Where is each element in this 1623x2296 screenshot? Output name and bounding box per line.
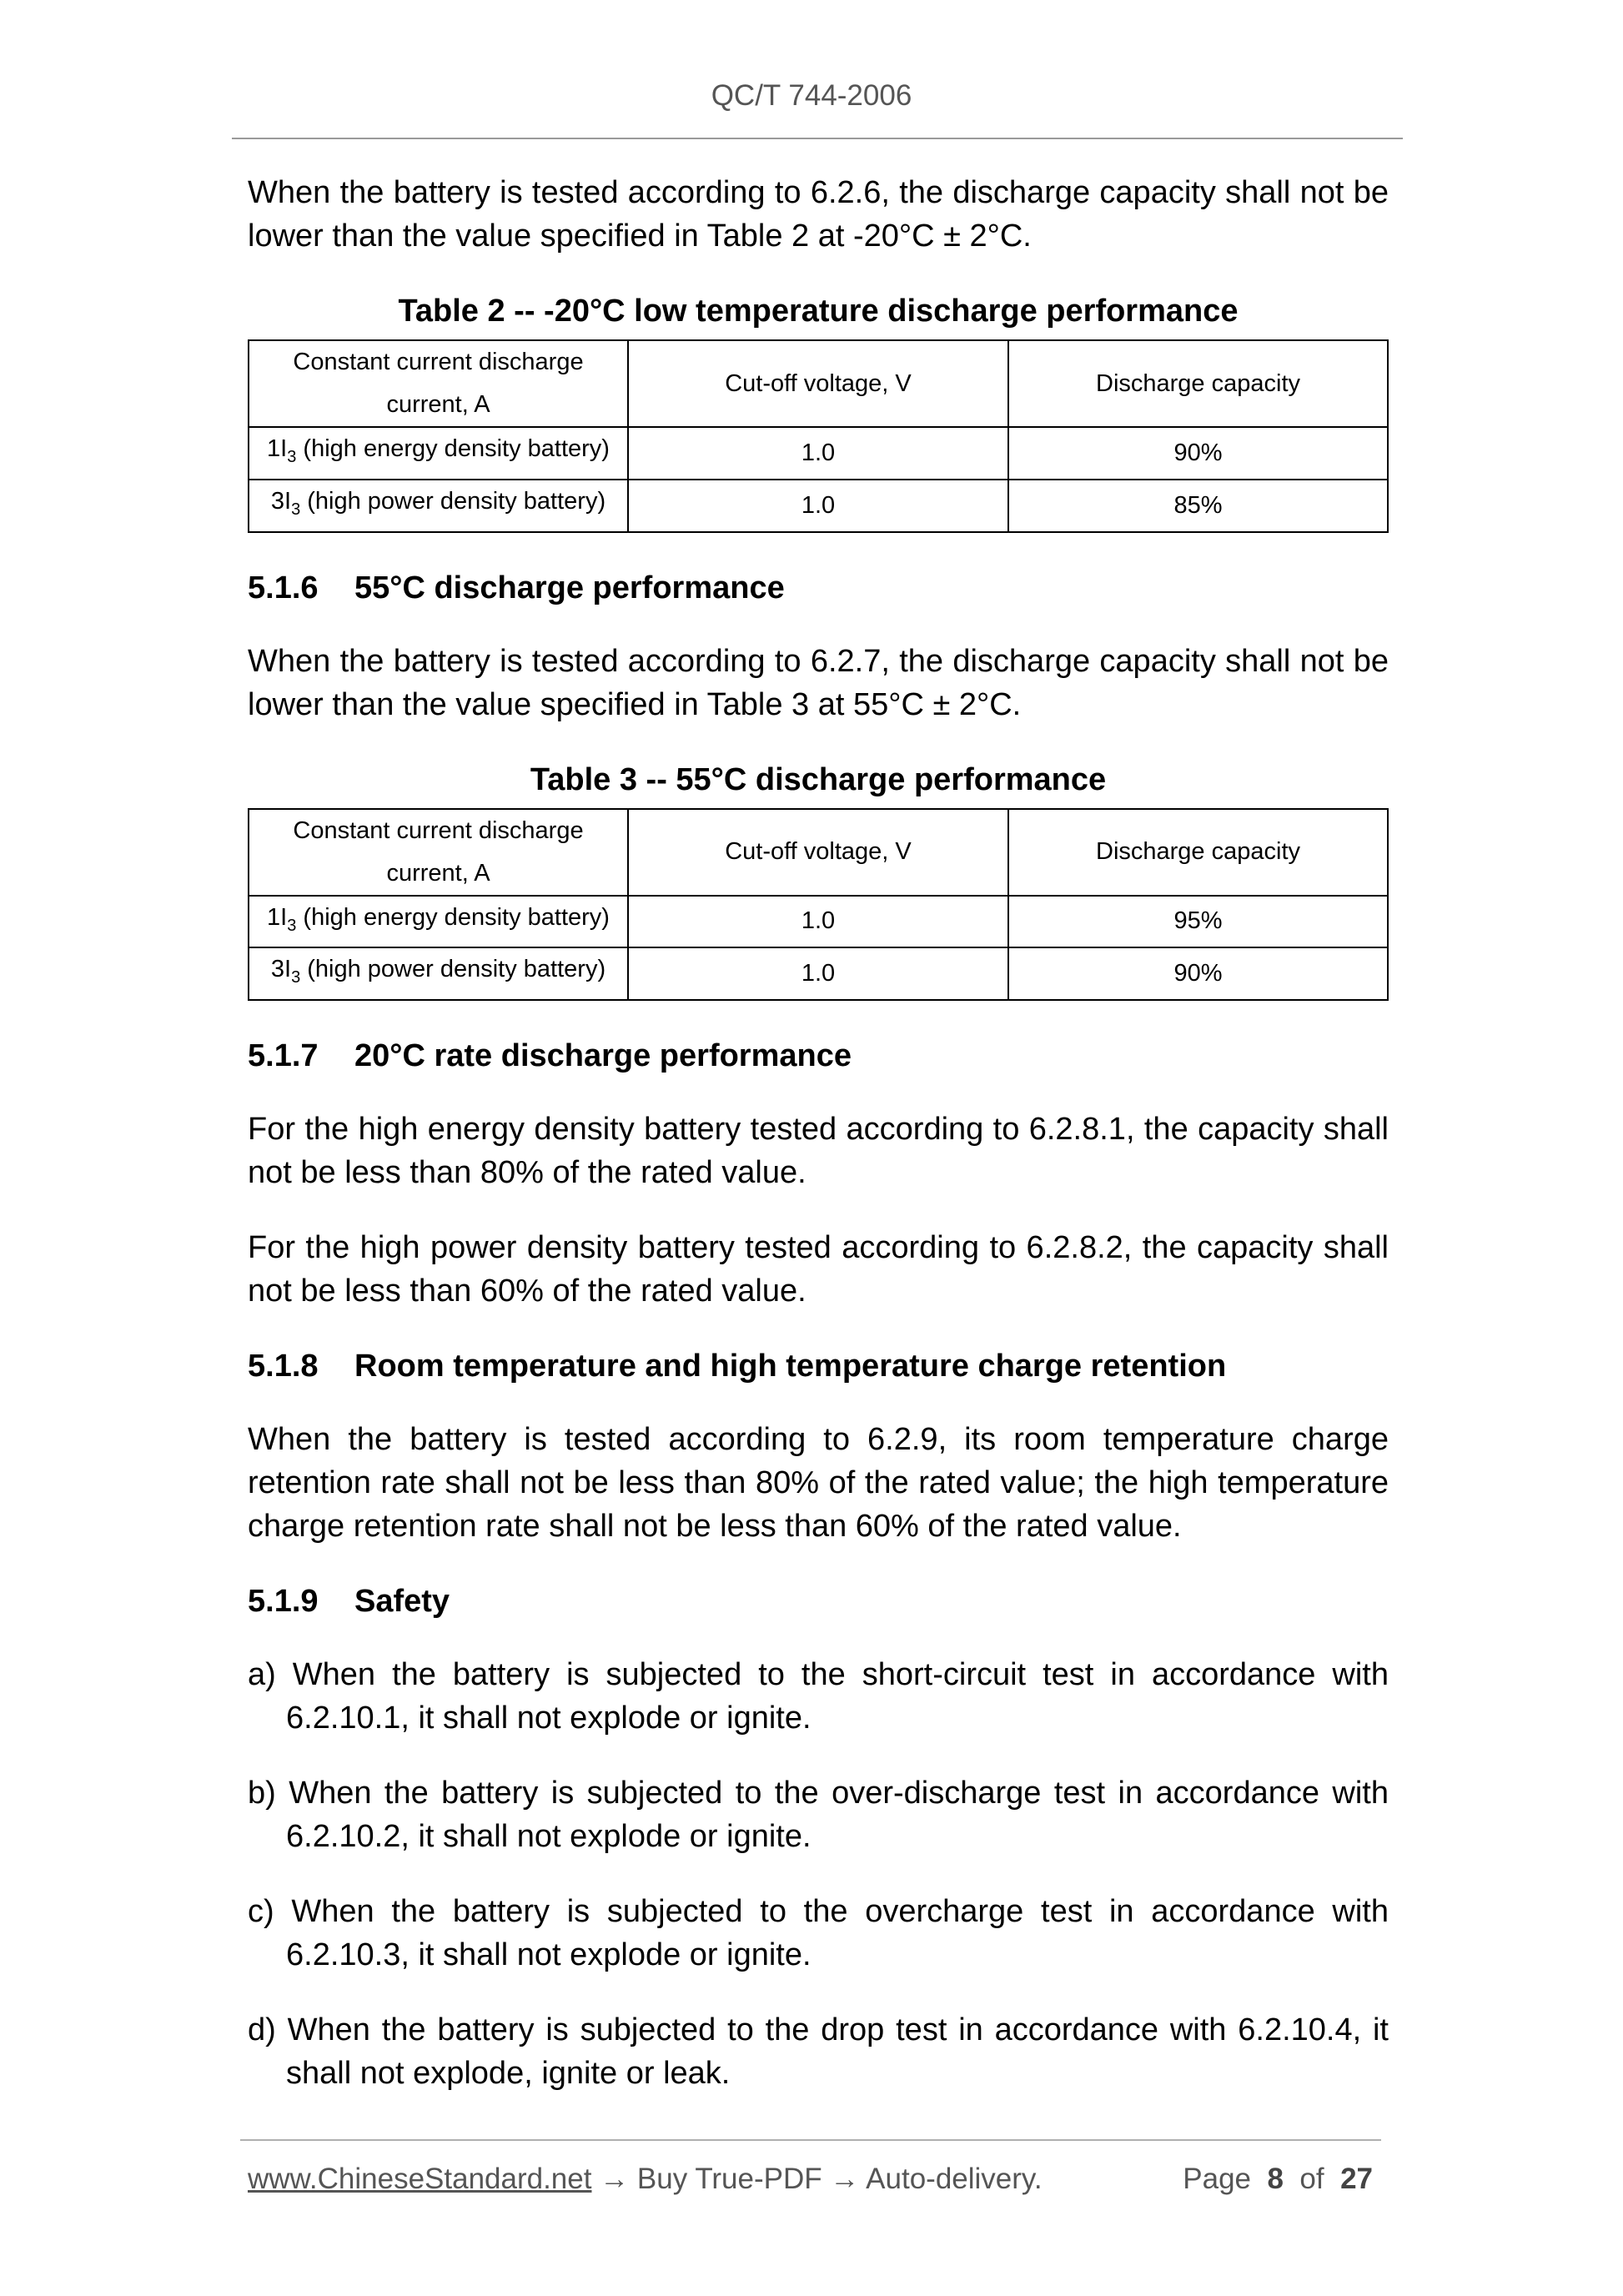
section-heading-5-1-8: 5.1.8 Room temperature and high temperature charge retention (248, 1349, 1227, 1384)
table-row (249, 896, 1388, 948)
paragraph-table2-intro: When the battery is tested according to 6.2.6, the discharge capacity shall not be lower than the value specified in Table 2 at -20°C ± 2°C. (248, 175, 1389, 254)
table-row (249, 480, 1388, 532)
page-content (248, 171, 1389, 2127)
footer-divider (240, 2139, 1381, 2141)
table-cell-current: $1I_3$ (high energy density battery) (249, 896, 628, 948)
table-cell-voltage: 1.0 (628, 480, 1008, 532)
paragraph-high-power-capacity: For the high power density battery tested according to 6.2.8.2, the capacity shall not be less than 60% of the rated value. (248, 1230, 1389, 1309)
table-cell-capacity: 95% (1008, 896, 1388, 948)
section-heading-5-1-9: 5.1.9 Safety (248, 1584, 450, 1620)
paragraph-table3-intro: When the battery is tested according to 6.2.7, the discharge capacity shall not be lower than the value specified in Table 3 at 55°C ± 2°C. (248, 643, 1389, 722)
table3-header-current: Constant current discharge current, A (249, 809, 628, 896)
paragraph-charge-retention: When the battery is tested according to 6.2.9, its room temperature charge retention rate shall not be less than 80% of the rated value; the high temperature charge retention rate shall not be less than 60% of the rated value. (248, 1422, 1389, 1545)
table2-title: Table 2 -- -20°C low temperature discharge performance (398, 294, 1239, 329)
table-cell-voltage: 1.0 (628, 947, 1008, 1000)
table-cell-current: $3I_3$ (high power density battery) (249, 947, 628, 1000)
paragraph-high-energy-capacity: For the high energy density battery tested according to 6.2.8.1, the capacity shall not be less than 80% of the rated value. (248, 1112, 1389, 1191)
table3 (248, 808, 1389, 1002)
section-heading-5-1-7: 5.1.7 20°C rate discharge performance (248, 1038, 852, 1074)
website-link[interactable]: www.ChineseStandard.net (248, 2163, 592, 2195)
table-row (249, 947, 1388, 1000)
table-cell-capacity: 90% (1008, 427, 1388, 480)
table2-header-capacity: Discharge capacity (1008, 340, 1388, 427)
table3-header-voltage: Cut-off voltage, V (628, 809, 1008, 896)
page-footer (248, 2160, 1382, 2198)
table-cell-voltage: 1.0 (628, 427, 1008, 480)
table2-header-voltage: Cut-off voltage, V (628, 340, 1008, 427)
table-cell-voltage: 1.0 (628, 896, 1008, 948)
header-divider (232, 138, 1403, 139)
safety-item-a: a) When the battery is subjected to the short-circuit test in accordance with 6.2.10.1, it shall not explode or ignite. (248, 1657, 1389, 1736)
footer-tagline: → Buy True-PDF → Auto-delivery. (591, 2163, 1043, 2195)
safety-item-c: c) When the battery is subjected to the overcharge test in accordance with 6.2.10.3, it shall not explode or ignite. (248, 1894, 1389, 1973)
table3-header-row (249, 809, 1388, 896)
table-cell-capacity: 90% (1008, 947, 1388, 1000)
safety-item-d: d) When the battery is subjected to the drop test in accordance with 6.2.10.4, it shall not explode, ignite or leak. (248, 2012, 1389, 2092)
table-cell-current: $3I_3$ (high power density battery) (249, 480, 628, 532)
table3-header-capacity: Discharge capacity (1008, 809, 1388, 896)
table2 (248, 339, 1389, 533)
table-cell-capacity: 85% (1008, 480, 1388, 532)
page-indicator: Page 8 of 27 (1183, 2163, 1373, 2195)
safety-item-b: b) When the battery is subjected to the over-discharge test in accordance with 6.2.10.2, it shall not explode or ignite. (248, 1776, 1389, 1855)
section-heading-5-1-6: 5.1.6 55°C discharge performance (248, 570, 785, 605)
table2-header-row (249, 340, 1388, 427)
document-id-header: QC/T 744-2006 (711, 79, 912, 112)
page-number: 8 (1267, 2163, 1284, 2195)
page-total: 27 (1340, 2163, 1373, 2195)
table2-header-current: Constant current discharge current, A (249, 340, 628, 427)
table-cell-current: $1I_3$ (high energy density battery) (249, 427, 628, 480)
table3-title: Table 3 -- 55°C discharge performance (530, 761, 1107, 797)
table-row (249, 427, 1388, 480)
